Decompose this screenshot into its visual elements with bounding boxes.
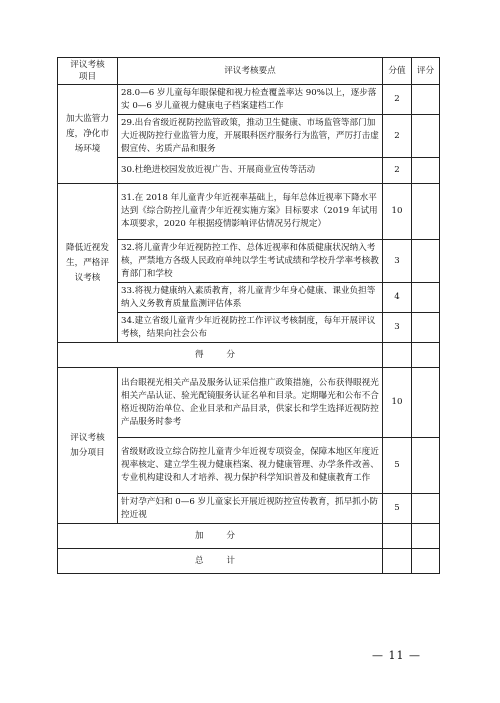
evaluation-cell[interactable]	[412, 283, 440, 313]
item-cell: 28.0—6 岁儿童每年眼保健和视力检查覆盖率达 90%以上，逐步落实 0—6 岁儿童视力健康电子档案建档工作	[118, 85, 383, 115]
bonus-score-cell[interactable]	[383, 524, 412, 549]
subtotal-row	[58, 343, 440, 368]
evaluation-cell[interactable]	[412, 313, 440, 343]
category-cell: 降低近视发 生，严格评 议考核	[58, 184, 118, 343]
item-cell: 33.将视力健康纳入素质教育，将儿童青少年身心健康、课业负担等纳入义务教育质量监测评估体系	[118, 283, 383, 313]
subtotal-evaluation-cell[interactable]	[412, 343, 440, 368]
header-score: 分值	[383, 58, 412, 85]
table-row	[58, 184, 440, 240]
item-cell: 29.出台省级近视防控监管政策，推动卫生健康、市场监管等部门加大近视防控行业监管力度，开展眼科医疗服务行为监管，严厉打击虚假宣传、劣质产品和服务	[118, 115, 383, 158]
header-row	[58, 58, 440, 85]
total-evaluation-cell[interactable]	[412, 549, 440, 574]
item-cell: 省级财政设立综合防控儿童青少年近视专项资金，保障本地区年度近视率核定、建立学生视力健康档案、视力健康管理、办学条件改善、专业机构建设和人才培养、视力保护科学知识普及和健康教育工作	[118, 438, 383, 494]
score-cell: 2	[383, 115, 412, 158]
subtotal-label: 得 分	[58, 343, 383, 368]
total-label: 总 计	[58, 549, 383, 574]
bonus-row	[58, 524, 440, 549]
header-evaluation: 评分	[412, 58, 440, 85]
score-cell: 3	[383, 313, 412, 343]
item-cell: 针对孕产妇和 0—6 岁儿童家长开展近视防控宣传教育，抓早抓小防控近视	[118, 494, 383, 524]
bonus-label: 加 分	[58, 524, 383, 549]
score-cell: 4	[383, 283, 412, 313]
evaluation-cell[interactable]	[412, 85, 440, 115]
evaluation-cell[interactable]	[412, 368, 440, 438]
table-row	[58, 368, 440, 438]
subtotal-score-cell[interactable]	[383, 343, 412, 368]
score-cell: 10	[383, 368, 412, 438]
bonus-evaluation-cell[interactable]	[412, 524, 440, 549]
total-score-cell[interactable]	[383, 549, 412, 574]
evaluation-cell[interactable]	[412, 184, 440, 240]
evaluation-cell[interactable]	[412, 115, 440, 158]
item-cell: 31.在 2018 年儿童青少年近视率基础上，每年总体近视率下降水平达到《综合防控儿童青少年近视实施方案》目标要求（2019 年试用本项要求，2020 年根据疫情影响评估情况另行规定）	[118, 184, 383, 240]
total-row	[58, 549, 440, 574]
item-cell: 34.建立省级儿童青少年近视防控工作评议考核制度，每年开展评议考核，结果向社会公布	[118, 313, 383, 343]
score-cell: 5	[383, 494, 412, 524]
header-category: 评议考核 项目	[58, 58, 118, 85]
evaluation-cell[interactable]	[412, 240, 440, 283]
item-cell: 32.将儿童青少年近视防控工作、总体近视率和体质健康状况纳入考核，严禁地方各级人民政府单纯以学生考试成绩和学校升学率考核教育部门和学校	[118, 240, 383, 283]
category-cell: 评议考核 加分项目	[58, 368, 118, 524]
page-number: — 11 —	[372, 649, 421, 662]
evaluation-cell[interactable]	[412, 494, 440, 524]
review-table	[57, 57, 440, 574]
score-cell: 2	[383, 158, 412, 184]
category-cell: 加大监管力 度，净化市 场环境	[58, 85, 118, 184]
evaluation-cell[interactable]	[412, 438, 440, 494]
score-cell: 3	[383, 240, 412, 283]
item-cell: 30.杜绝进校园发放近视广告、开展商业宣传等活动	[118, 158, 383, 184]
table-row	[58, 85, 440, 115]
evaluation-cell[interactable]	[412, 158, 440, 184]
score-cell: 5	[383, 438, 412, 494]
item-cell: 出台眼视光相关产品及服务认证采信推广政策措施，公布获得眼视光相关产品认证、验光配镜服务认证名单和目录。定期曝光和公布不合格近视防治单位、企业目录和产品目录，供家长和学生选择近视防控产品服务时参考	[118, 368, 383, 438]
header-item: 评议考核要点	[118, 58, 383, 85]
score-cell: 10	[383, 184, 412, 240]
score-cell: 2	[383, 85, 412, 115]
